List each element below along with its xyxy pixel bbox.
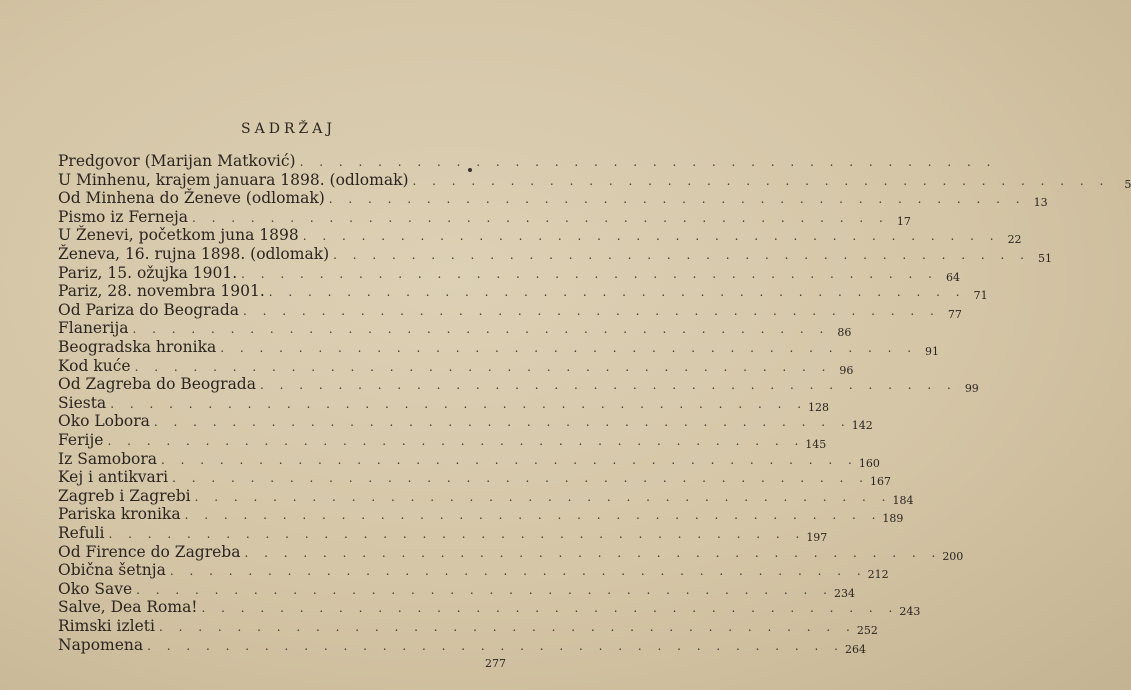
toc-entry [58,356,854,377]
toc-entry [58,635,866,656]
toc-entry-page-number: 99 [964,382,979,396]
dot-leader: . . . . . . . . . . . . . . . . . . . . . . . . . . . . . . . . . . . . [134,359,832,374]
toc-entry-title: Pariz, 28. novembra 1901. [58,282,265,301]
toc-entry-page-number: 184 [892,493,914,507]
toc-entry-title: Od Firence do Zagreba [58,542,241,561]
dot-leader: . . . . . . . . . . . . . . . . . . . . . . . . . . . . . . . . . . . . [268,285,966,300]
toc-entry-page-number: 189 [882,512,904,526]
toc-entry [58,319,852,340]
toc-entry-page-number: 167 [869,475,891,489]
toc-entry-page-number: 145 [805,438,827,451]
toc-entry-title: Napomena [58,635,144,654]
dot-leader: . . . . . . . . . . . . . . . . . . . . . . . . . . . . . . . . . . . . [220,341,918,355]
toc-entry-page-number: 77 [947,307,962,321]
toc-entry-page-number: 91 [925,345,940,358]
toc-entry-title: Obična šetnja [58,561,166,580]
toc-entry [58,561,889,582]
toc-entry [58,505,904,526]
toc-entry-title: Salve, Dea Roma! [58,598,198,617]
toc-entry-title: Pariz, 15. ožujka 1901. [58,263,238,282]
toc-entry-title: Rimski izleti [58,617,155,635]
dot-leader: . . . . . . . . . . . . . . . . . . . . . . . . . . . . . . . . . . . . [136,582,833,597]
toc-entry-title: U Ženevi, početkom juna 1898 [58,226,299,245]
toc-entry [58,598,921,619]
toc-entry-page-number: 13 [1033,196,1048,210]
toc-entry-title: Oko Save [58,579,133,598]
dot-leader: . . . . . . . . . . . . . . . . . . . . . . . . . . . . . . . . . . . . [194,489,892,504]
toc-entry-page-number: 160 [858,456,880,470]
dot-leader: . . . . . . . . . . . . . . . . . . . . . . . . . . . . . . . . . . . . [244,545,942,560]
toc-entry [58,375,979,396]
toc-entry-page-number: 128 [808,400,830,414]
toc-entry [58,431,827,451]
toc-heading: SADRŽAJ [241,121,336,137]
toc-entry-page-number: 200 [942,549,964,563]
toc-entry [58,282,988,303]
toc-entry-title: Flanerija [58,319,129,338]
toc-entry [58,449,880,470]
toc-entry-page-number: 86 [837,326,852,340]
toc-entry-page-number: 51 [1037,252,1052,265]
toc-entry [58,468,891,489]
dot-leader: . . . . . . . . . . . . . . . . . . . . . . . . . . . . . . . . . . . . [328,192,1026,207]
toc-entry-page-number: 264 [844,642,866,656]
toc-entry [58,524,828,544]
toc-entry-title: Od Minhena do Ženeve (odlomak) [58,189,325,208]
dot-leader: . . . . . . . . . . . . . . . . . . . . . . . . . . . . . . . . . . . . [192,210,889,225]
toc-entry-title: Od Pariza do Beograda [58,300,240,319]
toc-entry [58,654,506,674]
toc-entry-page-number: 22 [1007,233,1022,247]
toc-entry-title: Refuli [58,524,105,542]
dot-leader: . . . . . . . . . . . . . . . . . . . . . . . . . . . . . . . . . . . . [259,378,957,393]
toc-entry [58,263,960,284]
toc-entry-title: Beogradska hronika [58,338,217,356]
toc-entry [58,189,1048,210]
toc-entry-title: Siesta [58,393,107,412]
toc-entry-page-number: 212 [867,568,889,582]
toc-entry-page-number: 71 [973,289,988,303]
dot-leader: . . . . . . . . . . . . . . . . . . . . . . . . . . . . . . . . . . . . [147,638,844,653]
toc-entry [58,486,914,507]
toc-entry-title: Pariska kronika [58,505,181,524]
dot-leader: . . . . . . . . . . . . . . . . . . . . . . . . . . . . . . . . . . . . [110,396,808,411]
toc-entry [58,338,940,358]
toc-entry [58,226,1022,247]
toc-entry-title: Ženeva, 16. rujna 1898. (odlomak) [58,245,330,263]
dot-leader: . . . . . . . . . . . . . . . . . . . . . . . . . . . . . . . . . . . . [201,601,899,616]
toc-entry-page-number: 252 [856,624,878,637]
toc-entry-title: Ferije [58,431,104,449]
toc-entry-title: Pismo iz Ferneja [58,207,189,226]
dot-leader: . . . . . . . . . . . . . . . . . . . . . . . . . . . . . . . . . . . . [161,452,858,467]
toc-entry-page-number: 17 [896,214,911,228]
toc-entry-title: Iz Samobora [58,449,158,468]
toc-entry-title: Kod kuće [58,356,131,375]
toc-entry-title: Od Zagreba do Beograda [58,375,256,394]
dot-leader: . . . . . . . . . . . . . . . . . . . . . . . . . . . . . . . . . . . . [243,303,940,318]
toc-entry-title: Kej i antikvari [58,468,169,487]
dot-leader: . . . . . . . . . . . . . . . . . . . . . . . . . . . . . . . . . . . . [153,415,851,430]
dot-leader: . . . . . . . . . . . . . . . . . . . . . . . . . . . . . . . . . . . . [241,266,938,281]
toc-entry [58,207,911,228]
toc-entry-page-number: 5 [1124,177,1131,191]
dot-leader: . . . . . . . . . . . . . . . . . . . . . . . . . . . . . . . . . . . . [302,229,1000,244]
dot-leader: . . . . . . . . . . . . . . . . . . . . . . . . . . . . . . . . . . . . [412,173,1110,188]
toc-entry-page-number: 277 [485,657,506,671]
toc-entry-page-number: 142 [851,419,873,433]
dot-leader: . . . . . . . . . . . . . . . . . . . . . . . . . . . . . . . . . . . . [172,471,869,486]
toc-entry [58,300,962,321]
dot-leader: . . . . . . . . . . . . . . . . . . . . . . . . . . . . . . . . . . . . [333,248,1030,262]
dot-leader: . . . . . . . . . . . . . . . . . . . . . . . . . . . . . . . . . . . . [299,155,997,169]
toc-entry-page-number: 234 [833,586,855,600]
toc-entry-title: Predgovor (Marijan Matković) [58,152,296,170]
toc-entry-title: U Minhenu, krajem januara 1898. (odlomak) [58,170,409,189]
toc-entry [58,579,855,600]
toc-entry-title: Zagreb i Zagrebi [58,486,191,505]
toc-entry-page-number: 64 [946,270,960,284]
toc-entry [58,542,964,563]
toc-entry [58,245,1052,265]
dot-leader: . . . . . . . . . . . . . . . . . . . . . . . . . . . . . . . . . . . . [132,322,830,337]
dot-leader: . . . . . . . . . . . . . . . . . . . . . . . . . . . . . . . . . . . . [169,564,867,579]
toc-entry [58,152,997,172]
toc-entry-page-number: 96 [839,363,854,377]
dot-leader: . . . . . . . . . . . . . . . . . . . . . . . . . . . . . . . . . . . . [108,527,806,541]
toc-entry-page-number: 243 [899,605,921,619]
toc-entry-title: Oko Lobora [58,412,150,431]
toc-entry [58,393,830,414]
toc-entry [58,617,878,637]
toc-entry [58,412,873,433]
toc-entry-page-number: 197 [806,531,828,544]
dot-leader: . . . . . . . . . . . . . . . . . . . . . . . . . . . . . . . . . . . . [184,508,882,523]
dot-leader: . . . . . . . . . . . . . . . . . . . . . . . . . . . . . . . . . . . . [159,620,856,634]
dot-leader: . . . . . . . . . . . . . . . . . . . . . . . . . . . . . . . . . . . . [107,434,805,448]
toc-entry [58,170,1131,191]
